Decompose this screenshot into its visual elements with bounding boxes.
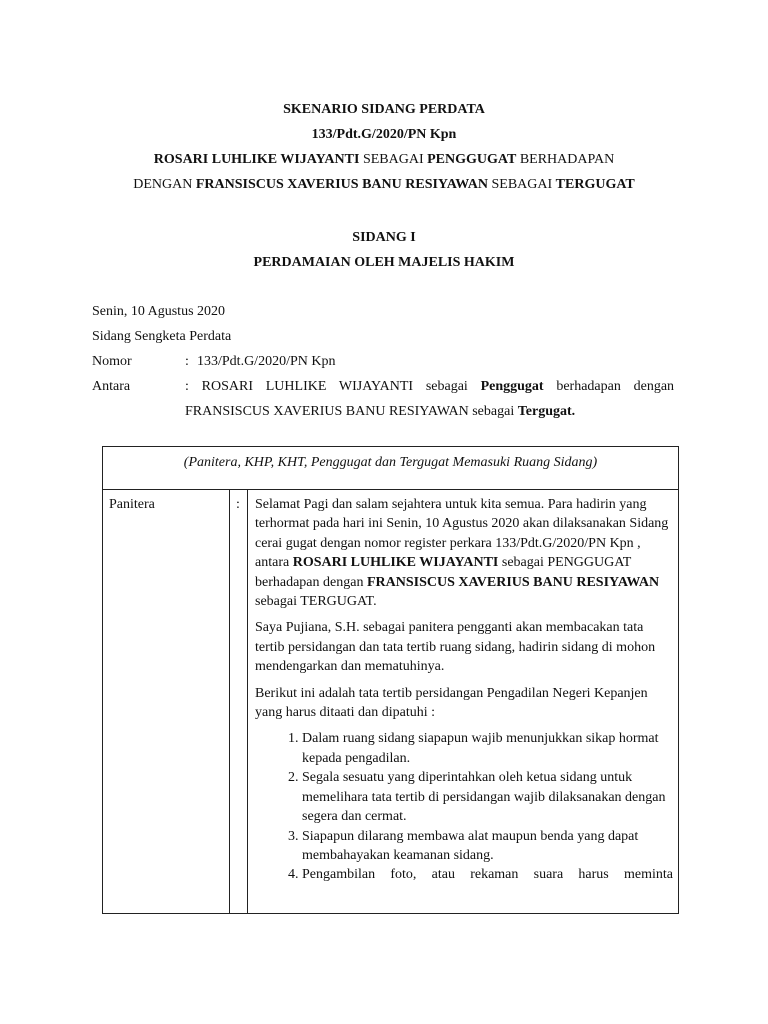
script-table [102,446,679,914]
column-divider [247,490,248,914]
dialogue-paragraph-1: Selamat Pagi dan salam sejahtera untuk kita semua. Para hadirin yang terhormat pada hari ini Senin, 10 Agustus 2020 akan dilaksanakan Sidang cerai gugat dengan nomor register perkara 133/Pdt.G/2020/PN Kpn , antara ROSARI LUHLIKE WIJAYANTI sebagai PENGGUGAT berhadapan dengan FRANSISCUS XAVERIUS BANU RESIYAWAN sebagai TERGUGAT. [255,497,669,610]
antara-label: Antara [92,379,131,394]
document-title: SKENARIO SIDANG PERDATA [283,102,485,117]
session-type: Sidang Sengketa Perdata [92,329,232,344]
plaintiff-role: PENGGUGAT [427,152,517,167]
speaker-name: Panitera [109,497,155,512]
antara-line2: FRANSISCUS XAVERIUS BANU RESIYAWAN sebagai Tergugat. [185,404,576,419]
plaintiff-name: ROSARI LUHLIKE WIJAYANTI [153,152,360,167]
parties-heading-line1: ROSARI LUHLIKE WIJAYANTI SEBAGAI PENGGUGAT BERHADAPAN [153,152,615,167]
list-item: 3. Siapapun dilarang membawa alat maupun benda yang dapat membahayakan keamanan sidang. [302,827,673,866]
nomor-value: 133/Pdt.G/2020/PN Kpn [197,354,336,369]
list-item: 1. Dalam ruang sidang siapapun wajib menunjukkan sikap hormat kepada pengadilan. [302,729,673,768]
speaker-colon: : [236,497,240,512]
nomor-colon: : [185,354,189,369]
dialogue-paragraph-2: Saya Pujiana, S.H. sebagai panitera pengganti akan membacakan tata tertib persidangan dan tata tertib ruang sidang, hadirin sidang di mohon mendengarkan dan mematuhinya. [255,620,656,675]
rules-list [255,729,673,884]
session-heading: SIDANG I [352,230,416,245]
list-item: 4. Pengambilan foto, atau rekaman suara harus meminta [302,865,673,884]
nomor-label: Nomor [92,354,132,369]
dialogue-content [255,495,673,885]
session-date: Senin, 10 Agustus 2020 [92,304,226,319]
case-number-heading: 133/Pdt.G/2020/PN Kpn [311,127,457,142]
list-item: 2. Segala sesuatu yang diperintahkan oleh ketua sidang untuk memelihara tata tertib di persidangan wajib dilaksanakan dengan segera dan cermat. [302,768,673,826]
stage-direction: (Panitera, KHP, KHT, Penggugat dan Tergugat Memasuki Ruang Sidang) [103,447,678,490]
defendant-name: FRANSISCUS XAVERIUS BANU RESIYAWAN [195,177,488,192]
defendant-role: TERGUGAT [555,177,635,192]
column-divider [229,490,230,914]
session-subtitle: PERDAMAIAN OLEH MAJELIS HAKIM [253,255,515,270]
dialogue-paragraph-3: Berikut ini adalah tata tertib persidangan Pengadilan Negeri Kepanjen yang harus ditaati dan dipatuhi : [255,685,648,721]
antara-line1: : ROSARI LUHLIKE WIJAYANTI sebagai Penggugat berhadapan dengan [185,379,675,394]
parties-heading-line2: DENGAN FRANSISCUS XAVERIUS BANU RESIYAWAN SEBAGAI TERGUGAT [133,177,635,192]
